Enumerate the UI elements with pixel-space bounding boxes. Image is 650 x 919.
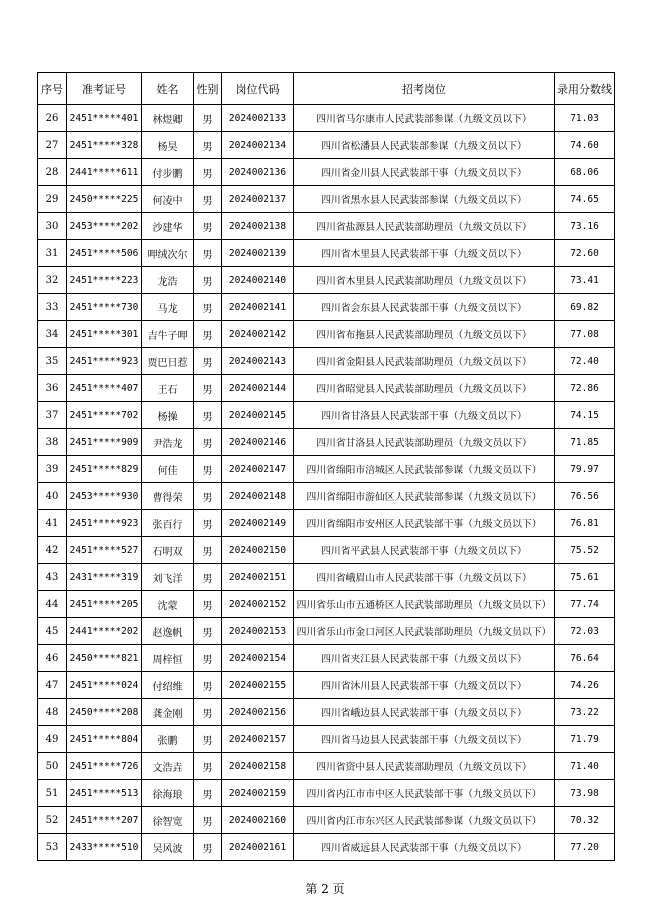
cell-name: 付绍维 — [142, 672, 194, 699]
cell-position: 四川省夹江县人民武装部干事（九级文员以下） — [294, 645, 555, 672]
cell-ticket: 2451*****513 — [67, 780, 142, 807]
cell-score: 73.16 — [555, 213, 615, 240]
cell-code: 2024002152 — [222, 591, 294, 618]
cell-position: 四川省昭觉县人民武装部助理员（九级文员以下） — [294, 375, 555, 402]
table-header-row — [38, 73, 615, 105]
cell-seq: 40 — [38, 483, 67, 510]
cell-name: 徐海琅 — [142, 780, 194, 807]
cell-gender: 男 — [194, 807, 222, 834]
table-row — [38, 726, 615, 753]
cell-position: 四川省乐山市金口河区人民武装部助理员（九级文员以下） — [294, 618, 555, 645]
cell-score: 73.22 — [555, 699, 615, 726]
table-row — [38, 348, 615, 375]
cell-seq: 43 — [38, 564, 67, 591]
cell-gender: 男 — [194, 267, 222, 294]
cell-score: 73.98 — [555, 780, 615, 807]
cell-seq: 46 — [38, 645, 67, 672]
cell-name: 何凌中 — [142, 186, 194, 213]
cell-code: 2024002140 — [222, 267, 294, 294]
cell-gender: 男 — [194, 645, 222, 672]
cell-position: 四川省金阳县人民武装部助理员（九级文员以下） — [294, 348, 555, 375]
cell-gender: 男 — [194, 834, 222, 861]
header-position: 招考岗位 — [294, 73, 555, 105]
cell-score: 71.40 — [555, 753, 615, 780]
admission-score-table — [37, 72, 615, 861]
cell-seq: 28 — [38, 159, 67, 186]
cell-code: 2024002144 — [222, 375, 294, 402]
cell-score: 70.32 — [555, 807, 615, 834]
cell-score: 72.40 — [555, 348, 615, 375]
cell-seq: 32 — [38, 267, 67, 294]
cell-position: 四川省沐川县人民武装部干事（九级文员以下） — [294, 672, 555, 699]
cell-code: 2024002153 — [222, 618, 294, 645]
cell-code: 2024002136 — [222, 159, 294, 186]
cell-code: 2024002158 — [222, 753, 294, 780]
cell-position: 四川省木里县人民武装部干事（九级文员以下） — [294, 240, 555, 267]
cell-name: 尹浩龙 — [142, 429, 194, 456]
cell-position: 四川省峨边县人民武装部干事（九级文员以下） — [294, 699, 555, 726]
table-row — [38, 321, 615, 348]
cell-position: 四川省平武县人民武装部干事（九级文员以下） — [294, 537, 555, 564]
cell-seq: 31 — [38, 240, 67, 267]
cell-gender: 男 — [194, 564, 222, 591]
cell-name: 龚金刚 — [142, 699, 194, 726]
cell-ticket: 2451*****923 — [67, 348, 142, 375]
table-body — [38, 105, 615, 861]
cell-gender: 男 — [194, 213, 222, 240]
cell-ticket: 2451*****301 — [67, 321, 142, 348]
cell-code: 2024002155 — [222, 672, 294, 699]
cell-name: 杨操 — [142, 402, 194, 429]
cell-name: 龙浩 — [142, 267, 194, 294]
cell-score: 74.65 — [555, 186, 615, 213]
cell-code: 2024002161 — [222, 834, 294, 861]
cell-ticket: 2441*****611 — [67, 159, 142, 186]
cell-gender: 男 — [194, 132, 222, 159]
cell-position: 四川省绵阳市安州区人民武装部干事（九级文员以下） — [294, 510, 555, 537]
cell-position: 四川省马边县人民武装部干事（九级文员以下） — [294, 726, 555, 753]
cell-name: 林煜卿 — [142, 105, 194, 132]
cell-seq: 34 — [38, 321, 67, 348]
cell-name: 沙建华 — [142, 213, 194, 240]
table-row — [38, 240, 615, 267]
cell-score: 74.15 — [555, 402, 615, 429]
cell-seq: 39 — [38, 456, 67, 483]
cell-score: 74.26 — [555, 672, 615, 699]
cell-ticket: 2433*****510 — [67, 834, 142, 861]
cell-score: 72.60 — [555, 240, 615, 267]
cell-ticket: 2451*****223 — [67, 267, 142, 294]
table-row — [38, 402, 615, 429]
cell-name: 刘飞洋 — [142, 564, 194, 591]
cell-seq: 53 — [38, 834, 67, 861]
cell-score: 72.03 — [555, 618, 615, 645]
cell-position: 四川省松潘县人民武装部参谋（九级文员以下） — [294, 132, 555, 159]
cell-name: 周梓恒 — [142, 645, 194, 672]
cell-code: 2024002139 — [222, 240, 294, 267]
cell-name: 贾巴日惹 — [142, 348, 194, 375]
cell-position: 四川省金川县人民武装部干事（九级文员以下） — [294, 159, 555, 186]
cell-score: 76.81 — [555, 510, 615, 537]
cell-score: 71.85 — [555, 429, 615, 456]
cell-seq: 50 — [38, 753, 67, 780]
cell-ticket: 2451*****829 — [67, 456, 142, 483]
cell-seq: 33 — [38, 294, 67, 321]
cell-code: 2024002143 — [222, 348, 294, 375]
cell-score: 75.61 — [555, 564, 615, 591]
cell-gender: 男 — [194, 672, 222, 699]
cell-ticket: 2451*****401 — [67, 105, 142, 132]
cell-code: 2024002147 — [222, 456, 294, 483]
cell-score: 71.79 — [555, 726, 615, 753]
cell-ticket: 2450*****821 — [67, 645, 142, 672]
cell-gender: 男 — [194, 618, 222, 645]
table-row — [38, 267, 615, 294]
cell-gender: 男 — [194, 510, 222, 537]
cell-score: 76.64 — [555, 645, 615, 672]
cell-gender: 男 — [194, 402, 222, 429]
cell-gender: 男 — [194, 483, 222, 510]
cell-gender: 男 — [194, 294, 222, 321]
cell-code: 2024002150 — [222, 537, 294, 564]
cell-score: 77.74 — [555, 591, 615, 618]
cell-name: 王石 — [142, 375, 194, 402]
table-row — [38, 456, 615, 483]
cell-seq: 45 — [38, 618, 67, 645]
cell-score: 73.41 — [555, 267, 615, 294]
cell-gender: 男 — [194, 537, 222, 564]
cell-position: 四川省内江市东兴区人民武装部参谋（九级文员以下） — [294, 807, 555, 834]
cell-ticket: 2450*****208 — [67, 699, 142, 726]
cell-seq: 48 — [38, 699, 67, 726]
cell-position: 四川省乐山市五通桥区人民武装部助理员（九级文员以下） — [294, 591, 555, 618]
cell-name: 吴风波 — [142, 834, 194, 861]
cell-seq: 49 — [38, 726, 67, 753]
table-row — [38, 213, 615, 240]
cell-name: 石明双 — [142, 537, 194, 564]
table-row — [38, 618, 615, 645]
cell-code: 2024002133 — [222, 105, 294, 132]
cell-position: 四川省绵阳市涪城区人民武装部参谋（九级文员以下） — [294, 456, 555, 483]
cell-seq: 47 — [38, 672, 67, 699]
cell-position: 四川省木里县人民武装部助理员（九级文员以下） — [294, 267, 555, 294]
cell-ticket: 2453*****202 — [67, 213, 142, 240]
table-row — [38, 699, 615, 726]
table-row — [38, 186, 615, 213]
cell-score: 76.56 — [555, 483, 615, 510]
table-row — [38, 672, 615, 699]
cell-name: 文浩垚 — [142, 753, 194, 780]
cell-code: 2024002159 — [222, 780, 294, 807]
cell-ticket: 2451*****328 — [67, 132, 142, 159]
table-row — [38, 645, 615, 672]
cell-name: 张鹏 — [142, 726, 194, 753]
table-row — [38, 510, 615, 537]
cell-gender: 男 — [194, 321, 222, 348]
cell-gender: 男 — [194, 240, 222, 267]
cell-ticket: 2451*****527 — [67, 537, 142, 564]
cell-code: 2024002148 — [222, 483, 294, 510]
cell-score: 69.82 — [555, 294, 615, 321]
cell-seq: 37 — [38, 402, 67, 429]
cell-name: 杨昊 — [142, 132, 194, 159]
cell-position: 四川省会东县人民武装部干事（九级文员以下） — [294, 294, 555, 321]
cell-gender: 男 — [194, 780, 222, 807]
table-row — [38, 537, 615, 564]
cell-name: 张百行 — [142, 510, 194, 537]
cell-seq: 41 — [38, 510, 67, 537]
cell-score: 68.06 — [555, 159, 615, 186]
table-row — [38, 375, 615, 402]
cell-seq: 35 — [38, 348, 67, 375]
page-number: 第 2 页 — [305, 882, 345, 896]
header-seq: 序号 — [38, 73, 67, 105]
cell-seq: 51 — [38, 780, 67, 807]
cell-position: 四川省资中县人民武装部助理员（九级文员以下） — [294, 753, 555, 780]
cell-ticket: 2451*****804 — [67, 726, 142, 753]
cell-position: 四川省黑水县人民武装部参谋（九级文员以下） — [294, 186, 555, 213]
cell-gender: 男 — [194, 375, 222, 402]
table-row — [38, 132, 615, 159]
cell-score: 77.08 — [555, 321, 615, 348]
header-name: 姓名 — [142, 73, 194, 105]
cell-name: 曹得荣 — [142, 483, 194, 510]
table-row — [38, 105, 615, 132]
table-row — [38, 753, 615, 780]
cell-name: 徐智宽 — [142, 807, 194, 834]
table-row — [38, 429, 615, 456]
cell-name: 付步鹏 — [142, 159, 194, 186]
cell-ticket: 2451*****909 — [67, 429, 142, 456]
cell-ticket: 2451*****726 — [67, 753, 142, 780]
cell-code: 2024002149 — [222, 510, 294, 537]
cell-ticket: 2453*****930 — [67, 483, 142, 510]
cell-gender: 男 — [194, 699, 222, 726]
table-row — [38, 807, 615, 834]
table-row — [38, 294, 615, 321]
cell-ticket: 2451*****506 — [67, 240, 142, 267]
table-row — [38, 834, 615, 861]
cell-code: 2024002156 — [222, 699, 294, 726]
cell-seq: 44 — [38, 591, 67, 618]
cell-code: 2024002137 — [222, 186, 294, 213]
cell-code: 2024002154 — [222, 645, 294, 672]
cell-gender: 男 — [194, 429, 222, 456]
cell-ticket: 2441*****202 — [67, 618, 142, 645]
cell-score: 74.60 — [555, 132, 615, 159]
cell-ticket: 2451*****730 — [67, 294, 142, 321]
cell-gender: 男 — [194, 753, 222, 780]
header-code: 岗位代码 — [222, 73, 294, 105]
cell-seq: 38 — [38, 429, 67, 456]
cell-position: 四川省马尔康市人民武装部参谋（九级文员以下） — [294, 105, 555, 132]
cell-name: 何佳 — [142, 456, 194, 483]
cell-seq: 30 — [38, 213, 67, 240]
cell-score: 75.52 — [555, 537, 615, 564]
cell-code: 2024002145 — [222, 402, 294, 429]
table-row — [38, 483, 615, 510]
cell-gender: 男 — [194, 105, 222, 132]
cell-seq: 27 — [38, 132, 67, 159]
cell-gender: 男 — [194, 159, 222, 186]
cell-ticket: 2451*****407 — [67, 375, 142, 402]
cell-position: 四川省威远县人民武装部干事（九级文员以下） — [294, 834, 555, 861]
cell-seq: 29 — [38, 186, 67, 213]
cell-seq: 52 — [38, 807, 67, 834]
cell-position: 四川省甘洛县人民武装部助理员（九级文员以下） — [294, 429, 555, 456]
table-row — [38, 591, 615, 618]
cell-score: 79.97 — [555, 456, 615, 483]
table-row — [38, 159, 615, 186]
cell-code: 2024002141 — [222, 294, 294, 321]
cell-gender: 男 — [194, 591, 222, 618]
cell-code: 2024002134 — [222, 132, 294, 159]
cell-gender: 男 — [194, 726, 222, 753]
cell-code: 2024002157 — [222, 726, 294, 753]
cell-position: 四川省盐源县人民武装部助理员（九级文员以下） — [294, 213, 555, 240]
cell-name: 吉牛子呷 — [142, 321, 194, 348]
cell-ticket: 2450*****225 — [67, 186, 142, 213]
cell-position: 四川省峨眉山市人民武装部干事（九级文员以下） — [294, 564, 555, 591]
cell-position: 四川省甘洛县人民武装部干事（九级文员以下） — [294, 402, 555, 429]
cell-ticket: 2451*****702 — [67, 402, 142, 429]
table-row — [38, 780, 615, 807]
cell-code: 2024002138 — [222, 213, 294, 240]
header-score: 录用分数线 — [555, 73, 615, 105]
cell-position: 四川省绵阳市游仙区人民武装部参谋（九级文员以下） — [294, 483, 555, 510]
cell-score: 72.86 — [555, 375, 615, 402]
cell-code: 2024002160 — [222, 807, 294, 834]
cell-ticket: 2451*****207 — [67, 807, 142, 834]
cell-gender: 男 — [194, 456, 222, 483]
cell-ticket: 2431*****319 — [67, 564, 142, 591]
cell-ticket: 2451*****923 — [67, 510, 142, 537]
cell-name: 赵逸帆 — [142, 618, 194, 645]
cell-ticket: 2451*****205 — [67, 591, 142, 618]
cell-seq: 42 — [38, 537, 67, 564]
cell-gender: 男 — [194, 348, 222, 375]
cell-code: 2024002142 — [222, 321, 294, 348]
cell-code: 2024002146 — [222, 429, 294, 456]
cell-ticket: 2451*****024 — [67, 672, 142, 699]
cell-score: 77.20 — [555, 834, 615, 861]
cell-name: 呷绒次尔 — [142, 240, 194, 267]
cell-gender: 男 — [194, 186, 222, 213]
cell-position: 四川省布拖县人民武装部助理员（九级文员以下） — [294, 321, 555, 348]
cell-position: 四川省内江市市中区人民武装部干事（九级文员以下） — [294, 780, 555, 807]
cell-seq: 36 — [38, 375, 67, 402]
header-gender: 性别 — [194, 73, 222, 105]
header-ticket: 准考证号 — [67, 73, 142, 105]
table-row — [38, 564, 615, 591]
cell-name: 沈蒙 — [142, 591, 194, 618]
cell-seq: 26 — [38, 105, 67, 132]
cell-name: 马龙 — [142, 294, 194, 321]
cell-code: 2024002151 — [222, 564, 294, 591]
cell-score: 71.03 — [555, 105, 615, 132]
